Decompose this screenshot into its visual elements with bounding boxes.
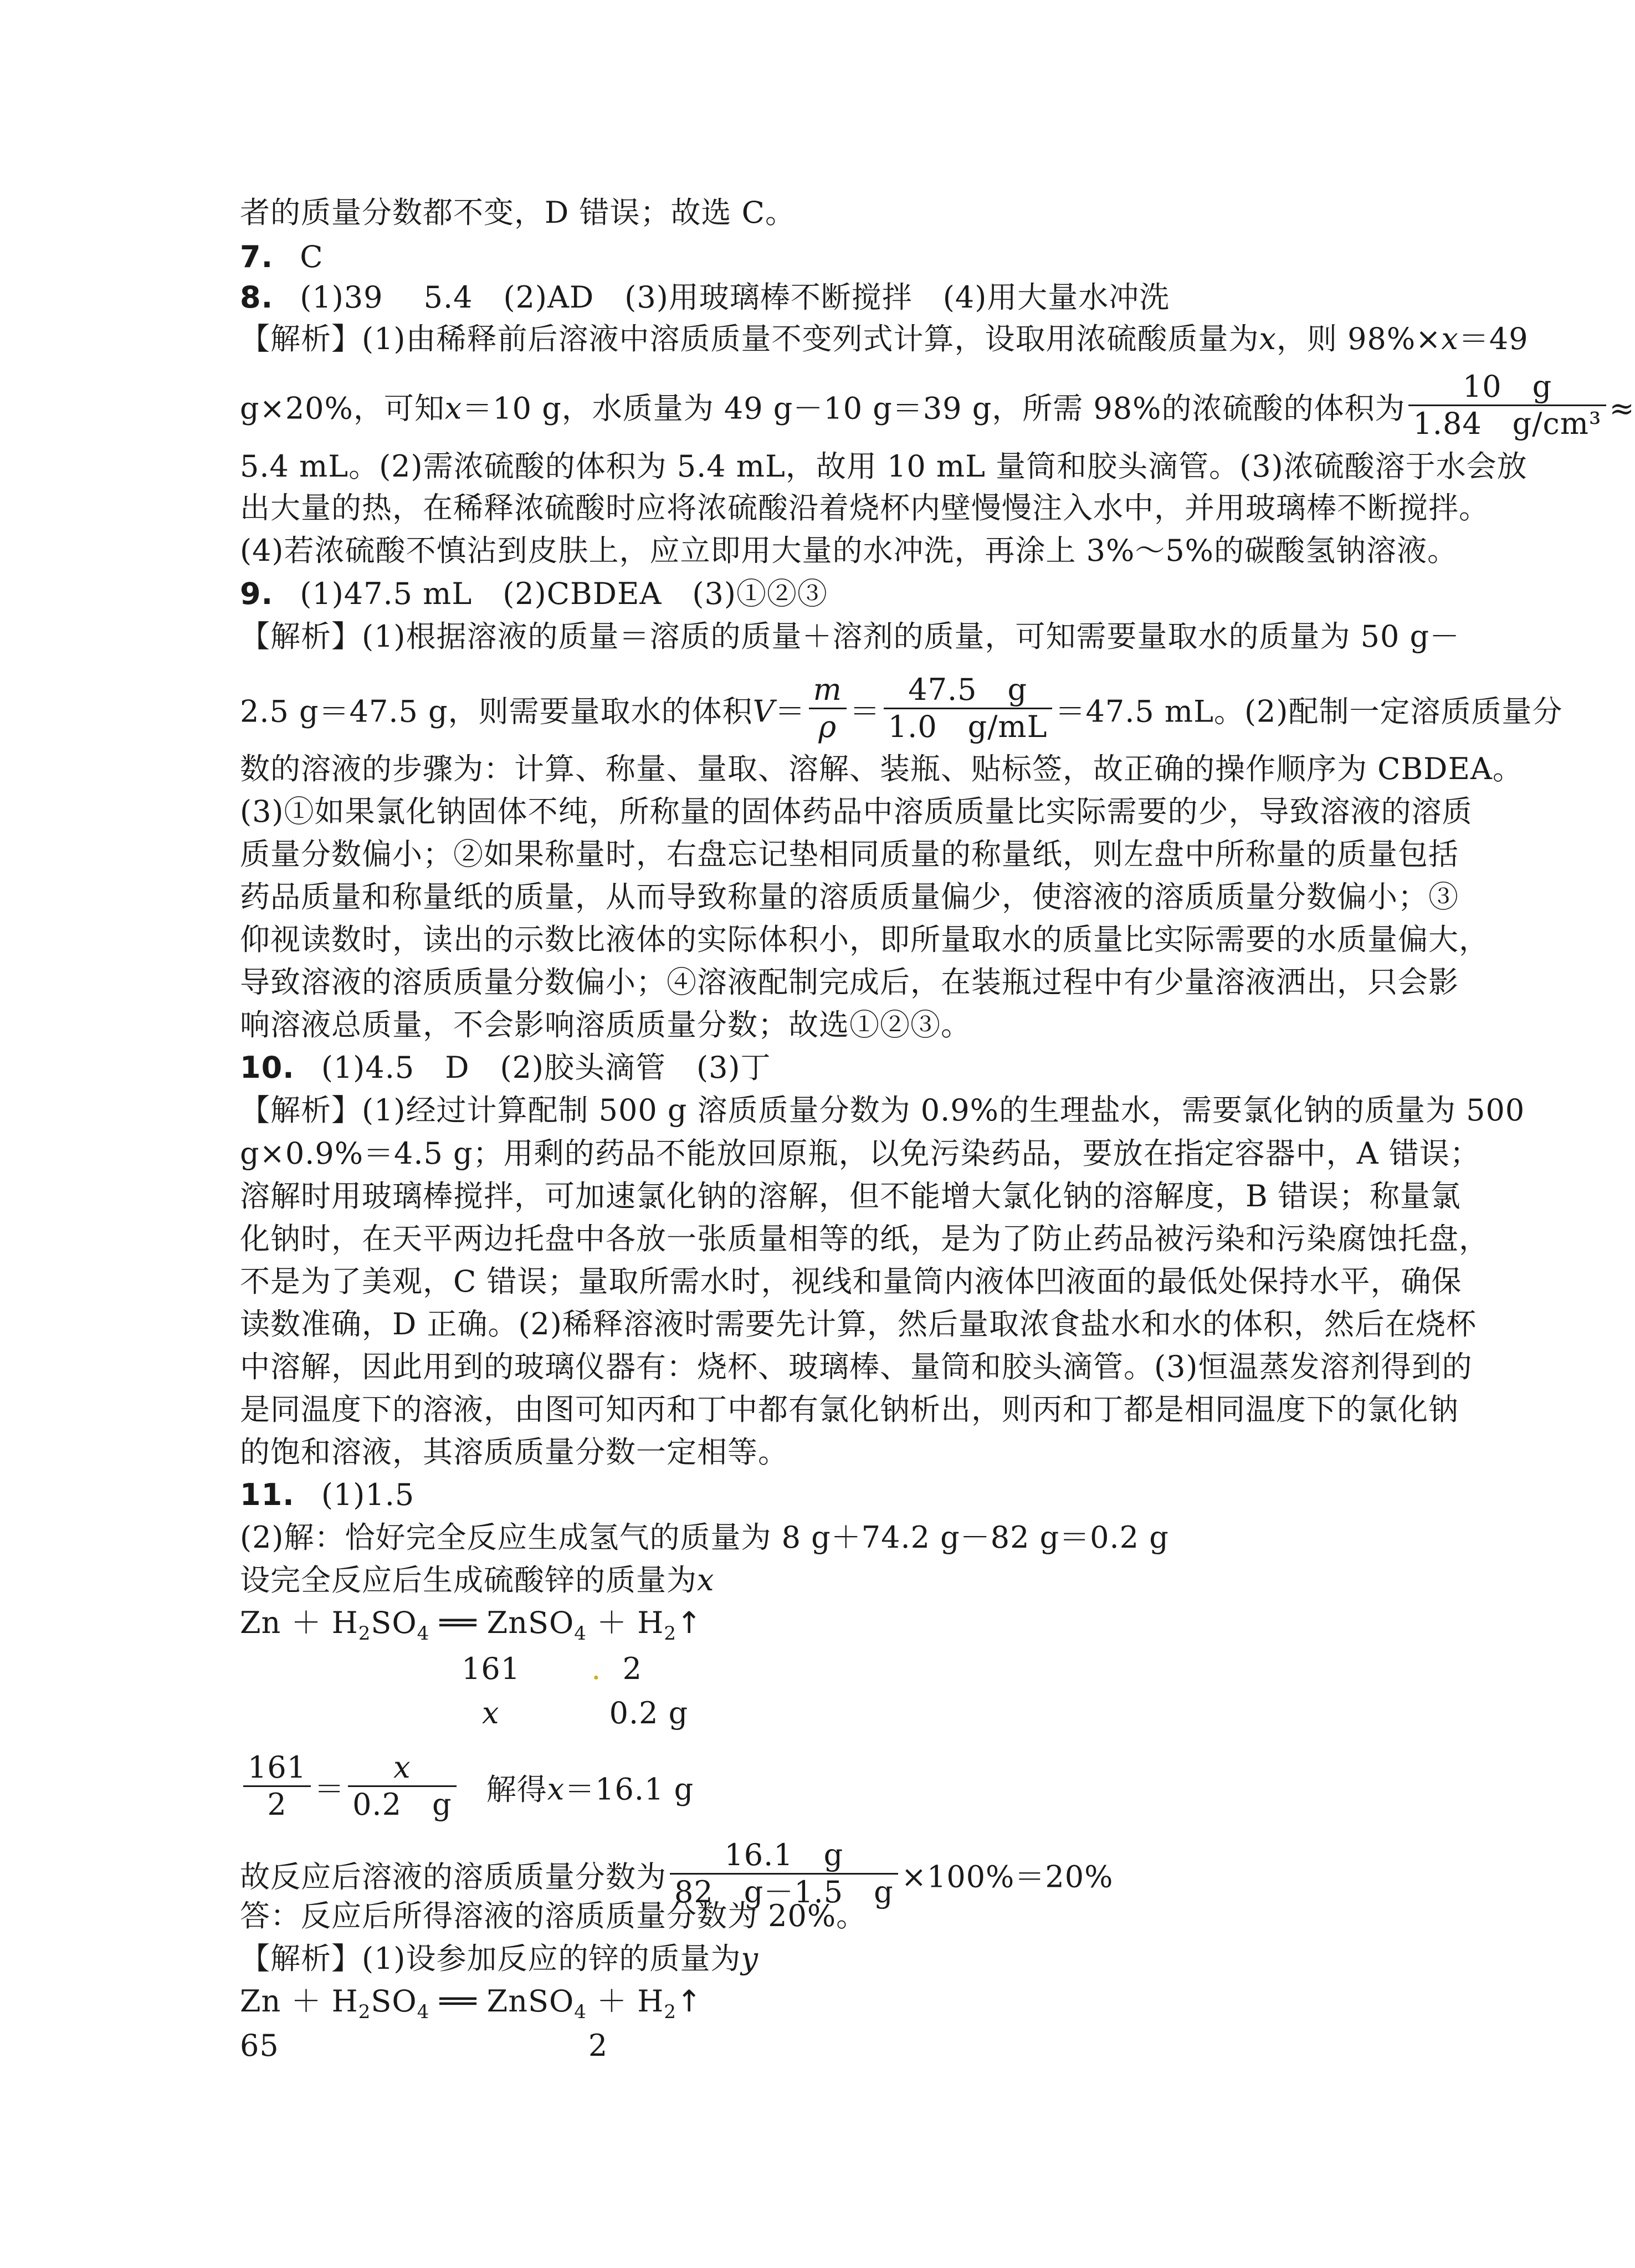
fraction bbox=[884, 672, 1052, 745]
numerator: 16.1 g bbox=[670, 1837, 898, 1875]
text-line: 响溶液总质量，不会影响溶质质量分数；故选①②③。 bbox=[240, 1007, 971, 1042]
text-line: g×0.9%＝4.5 g；用剩的药品不能放回原瓶，以免污染药品，要放在指定容器中，A 错误； bbox=[240, 1136, 1480, 1171]
variable-x: x bbox=[482, 1696, 500, 1731]
text-line bbox=[240, 1563, 714, 1598]
text-line: (2)解：恰好完全反应生成氢气的质量为 8 g＋74.2 g－82 g＝0.2 g bbox=[240, 1520, 1169, 1555]
denominator: ρ bbox=[818, 709, 837, 744]
coefficient: 2 bbox=[622, 1651, 642, 1686]
text-line: 读数准确，D 正确。(2)稀释溶液时需要先计算，然后量取浓食盐水和水的体积，然后在烧杯 bbox=[240, 1307, 1477, 1342]
text-line bbox=[240, 369, 1635, 447]
text-segment: ＝10 g，水质量为 49 g－10 g＝39 g，所需 98%的浓硫酸的体积为 bbox=[462, 391, 1406, 426]
stoich-row bbox=[482, 1696, 688, 1731]
text-line: (4)若浓硫酸不慎沾到皮肤上，应立即用大量的水冲洗，再涂上 3%～5%的碳酸氢钠溶液。 bbox=[240, 533, 1458, 568]
answer-9 bbox=[240, 576, 828, 612]
text-segment: ≈ bbox=[1609, 391, 1635, 426]
answer-11 bbox=[240, 1477, 414, 1513]
answer-text: C bbox=[300, 239, 324, 274]
value: 0.2 g bbox=[609, 1696, 689, 1731]
variable-x: x bbox=[1259, 321, 1277, 356]
text-line: 溶解时用玻璃棒搅拌，可加速氯化钠的溶解，但不能增大氯化钠的溶解度，B 错误；称量氯 bbox=[240, 1179, 1461, 1214]
denominator: 1.0 g/mL bbox=[888, 709, 1048, 744]
formula-h2so4: $H_2SO_4$ bbox=[331, 1605, 430, 1645]
equals-sign: ＝ bbox=[314, 1772, 345, 1807]
fraction bbox=[809, 672, 847, 745]
question-number: 10. bbox=[240, 1050, 295, 1085]
text-segment: 【解析】(1)设参加反应的锌的质量为 bbox=[240, 1941, 741, 1976]
plus-sign: ＋ bbox=[291, 1605, 322, 1640]
variable-v: V bbox=[752, 694, 775, 729]
coefficient: 161 bbox=[462, 1651, 521, 1686]
text-segment: ×100%＝20% bbox=[901, 1859, 1114, 1895]
text-line: 5.4 mL。(2)需浓硫酸的体积为 5.4 mL，故用 10 mL 量筒和胶头滴管。(3)浓硫酸溶于水会放 bbox=[240, 449, 1528, 484]
coefficient: 2 bbox=[588, 2028, 608, 2063]
numerator: 161 bbox=[243, 1750, 311, 1787]
question-number: 9. bbox=[240, 576, 274, 611]
text-segment: 解得 bbox=[486, 1772, 547, 1807]
text-line: 质量分数偏小；②如果称量时，右盘忘记垫相同质量的称量纸，则左盘中所称量的质量包括 bbox=[240, 837, 1459, 872]
formula-znso4: ZnSO$_4$ bbox=[486, 1984, 587, 2023]
denominator: 0.2 g bbox=[352, 1787, 452, 1822]
fraction bbox=[243, 1750, 311, 1822]
numerator: x bbox=[348, 1750, 456, 1787]
variable-x: x bbox=[1441, 321, 1459, 356]
plus-sign: ＋ bbox=[597, 1984, 628, 2019]
denominator: 2 bbox=[267, 1787, 287, 1822]
variable-x: x bbox=[547, 1772, 565, 1807]
fraction bbox=[1408, 369, 1606, 442]
stoich-row bbox=[462, 1651, 642, 1687]
text-line bbox=[240, 1941, 758, 1977]
plus-sign: ＋ bbox=[597, 1605, 628, 1640]
text-segment: ＝ bbox=[775, 694, 806, 729]
formula-h2so4: $H_2SO_4$ bbox=[331, 1984, 430, 2023]
text-line: 仰视读数时，读出的示数比液体的实际体积小，即所量取水的质量比实际需要的水质量偏大， bbox=[240, 922, 1489, 957]
proportion-line bbox=[240, 1750, 694, 1828]
gas-arrow-icon: ↑ bbox=[676, 1984, 703, 2019]
text-line: 答：反应后所得溶液的溶质质量分数为 20%。 bbox=[240, 1898, 867, 1933]
answer-text: (1)39 5.4 (2)AD (3)用玻璃棒不断搅拌 (4)用大量水冲洗 bbox=[300, 280, 1170, 315]
question-number: 8. bbox=[240, 280, 274, 315]
question-number: 11. bbox=[240, 1477, 295, 1512]
numerator: 10 g bbox=[1408, 369, 1606, 406]
text-segment: ＝16.1 g bbox=[565, 1772, 694, 1807]
numerator: 47.5 g bbox=[884, 672, 1052, 709]
plus-sign: ＋ bbox=[291, 1984, 322, 2019]
question-number: 7. bbox=[240, 239, 274, 274]
text-line: 是同温度下的溶液，由图可知丙和丁中都有氯化钠析出，则丙和丁都是相同温度下的氯化钠 bbox=[240, 1392, 1459, 1427]
text-line: 不是为了美观，C 错误；量取所需水时，视线和量筒内液体凹液面的最低处保持水平，确保 bbox=[240, 1264, 1462, 1299]
coefficient: 65 bbox=[240, 2028, 279, 2063]
answer-text: (1)1.5 bbox=[321, 1477, 415, 1512]
numerator: m bbox=[809, 672, 847, 709]
formula-zn: Zn bbox=[240, 1605, 281, 1640]
text-line bbox=[240, 321, 1529, 357]
text-line: 导致溶液的溶质质量分数偏小；④溶液配制完成后，在装瓶过程中有少量溶液洒出，只会影 bbox=[240, 965, 1459, 1000]
variable-x: x bbox=[697, 1563, 715, 1598]
formula-znso4: ZnSO$_4$ bbox=[486, 1605, 587, 1645]
text-segment: 2.5 g＝47.5 g，则需要量取水的体积 bbox=[240, 694, 753, 729]
artifact-dot: . bbox=[591, 1651, 602, 1686]
equals-sign: ══ bbox=[439, 1605, 477, 1640]
denominator: 1.84 g/cm³ bbox=[1413, 406, 1602, 441]
denominator: 82 g－1.5 g bbox=[674, 1875, 894, 1909]
text-line: 化钠时，在天平两边托盘中各放一张质量相等的纸，是为了防止药品被污染和污染腐蚀托盘， bbox=[240, 1221, 1489, 1256]
equals-sign: ══ bbox=[439, 1984, 477, 2019]
chemical-equation bbox=[240, 1605, 703, 1645]
text-line: 数的溶液的步骤为：计算、称量、量取、溶解、装瓶、贴标签，故正确的操作顺序为 CBDEA。 bbox=[240, 751, 1523, 786]
text-segment: 设完全反应后生成硫酸锌的质量为 bbox=[240, 1563, 697, 1598]
stoich-row bbox=[240, 2028, 608, 2064]
answer-text: (1)4.5 D (2)胶头滴管 (3)丁 bbox=[321, 1050, 771, 1085]
variable-x: x bbox=[444, 391, 463, 426]
chemical-equation bbox=[240, 1984, 703, 2023]
text-line: 者的质量分数都不变，D 错误；故选 C。 bbox=[240, 195, 796, 230]
text-line: (3)①如果氯化钠固体不纯，所称量的固体药品中溶质质量比实际需要的少，导致溶液的溶质 bbox=[240, 794, 1473, 829]
text-segment: ＝49 bbox=[1458, 321, 1529, 356]
text-line: 药品质量和称量纸的质量，从而导致称量的溶质质量偏少，使溶液的溶质质量分数偏小；③ bbox=[240, 879, 1459, 914]
formula-h2: $H_2$ bbox=[637, 1984, 676, 2023]
text-segment: g×20%，可知 bbox=[240, 391, 445, 426]
text-line: 的饱和溶液，其溶质质量分数一定相等。 bbox=[240, 1435, 788, 1470]
answer-text: (1)47.5 mL (2)CBDEA (3)①②③ bbox=[300, 576, 828, 611]
formula-h2: $H_2$ bbox=[637, 1605, 676, 1645]
text-segment: ＝47.5 mL。(2)配制一定溶质质量分 bbox=[1055, 694, 1563, 729]
answer-8 bbox=[240, 280, 1170, 315]
text-line bbox=[240, 672, 1563, 750]
text-line: 【解析】(1)经过计算配制 500 g 溶质质量分数为 0.9%的生理盐水，需要氯化钠的质量为 500 bbox=[240, 1093, 1525, 1128]
fraction bbox=[348, 1750, 456, 1822]
text-segment: ，则 98%× bbox=[1276, 321, 1442, 356]
text-line: 出大量的热，在稀释浓硫酸时应将浓硫酸沿着烧杯内壁慢慢注入水中，并用玻璃棒不断搅拌。 bbox=[240, 490, 1489, 525]
formula-zn: Zn bbox=[240, 1984, 281, 2019]
text-segment: 【解析】(1)由稀释前后溶液中溶质质量不变列式计算，设取用浓硫酸质量为 bbox=[240, 321, 1259, 356]
text-segment: 故反应后溶液的溶质质量分数为 bbox=[240, 1859, 667, 1895]
answer-7 bbox=[240, 239, 324, 275]
gas-arrow-icon: ↑ bbox=[676, 1605, 703, 1640]
variable-y: y bbox=[741, 1941, 759, 1976]
text-segment: ＝ bbox=[849, 694, 880, 729]
text-line: 【解析】(1)根据溶液的质量＝溶质的质量＋溶剂的质量，可知需要量取水的质量为 50 g－ bbox=[240, 619, 1460, 654]
text-line: 中溶解，因此用到的玻璃仪器有：烧杯、玻璃棒、量筒和胶头滴管。(3)恒温蒸发溶剂得到的 bbox=[240, 1349, 1473, 1384]
answer-10 bbox=[240, 1050, 771, 1086]
